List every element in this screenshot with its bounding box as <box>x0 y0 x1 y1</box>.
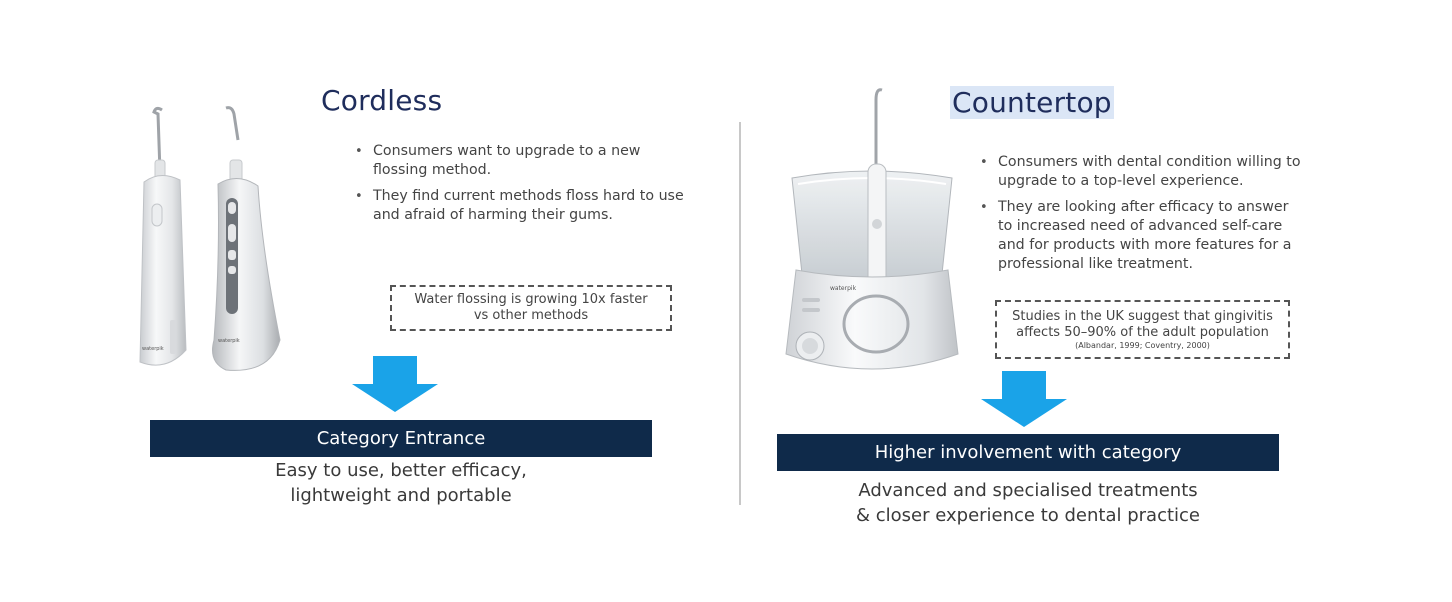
countertop-title-text: Countertop <box>952 86 1112 119</box>
countertop-subtext <box>777 478 1279 528</box>
countertop-callout <box>995 300 1290 359</box>
countertop-flosser-image <box>772 84 972 384</box>
countertop-band: Higher involvement with category <box>777 434 1279 471</box>
cordless-flosser-image <box>130 100 290 380</box>
cordless-right-brand-text: waterpik <box>218 338 240 344</box>
countertop-callout-source: (Albandar, 1999; Coventry, 2000) <box>1075 341 1210 350</box>
countertop-bullet-2: • They are looking after efficacy to answer to increased need of advanced self-care and for products with more features for a professional like treatment. <box>980 198 1302 274</box>
cordless-left-brand-text: waterpik <box>142 346 164 352</box>
section-divider <box>739 122 741 505</box>
countertop-brand-text: waterpik <box>830 285 857 292</box>
countertop-bullets <box>980 153 1302 281</box>
cordless-callout-line2: vs other methods <box>473 308 589 323</box>
countertop-subtext-line2: & closer experience to dental practice <box>855 505 1201 526</box>
cordless-subtext-line2: lightweight and portable <box>290 485 512 506</box>
countertop-subtext-line1: Advanced and specialised treatments <box>858 480 1198 501</box>
cordless-callout <box>390 285 672 331</box>
countertop-title <box>950 86 1114 119</box>
countertop-down-arrow-icon <box>981 371 1067 427</box>
cordless-subtext-line1: Easy to use, better efficacy, <box>275 460 527 481</box>
countertop-callout-line1: Studies in the UK suggest that gingivitis <box>1012 309 1273 324</box>
cordless-bullet-1: • Consumers want to upgrade to a new flossing method. <box>355 142 685 180</box>
cordless-callout-line1: Water flossing is growing 10x faster <box>414 292 648 307</box>
cordless-bullets <box>355 142 685 232</box>
cordless-band: Category Entrance <box>150 420 652 457</box>
cordless-down-arrow-icon <box>352 356 438 412</box>
cordless-title: Cordless <box>321 84 443 117</box>
countertop-section <box>742 0 1452 602</box>
countertop-bullet-1: • Consumers with dental condition willing to upgrade to a top-level experience. <box>980 153 1302 191</box>
cordless-bullet-2: • They find current methods floss hard to use and afraid of harming their gums. <box>355 187 685 225</box>
countertop-callout-line2: affects 50–90% of the adult population <box>1016 325 1269 340</box>
cordless-subtext <box>150 458 652 508</box>
